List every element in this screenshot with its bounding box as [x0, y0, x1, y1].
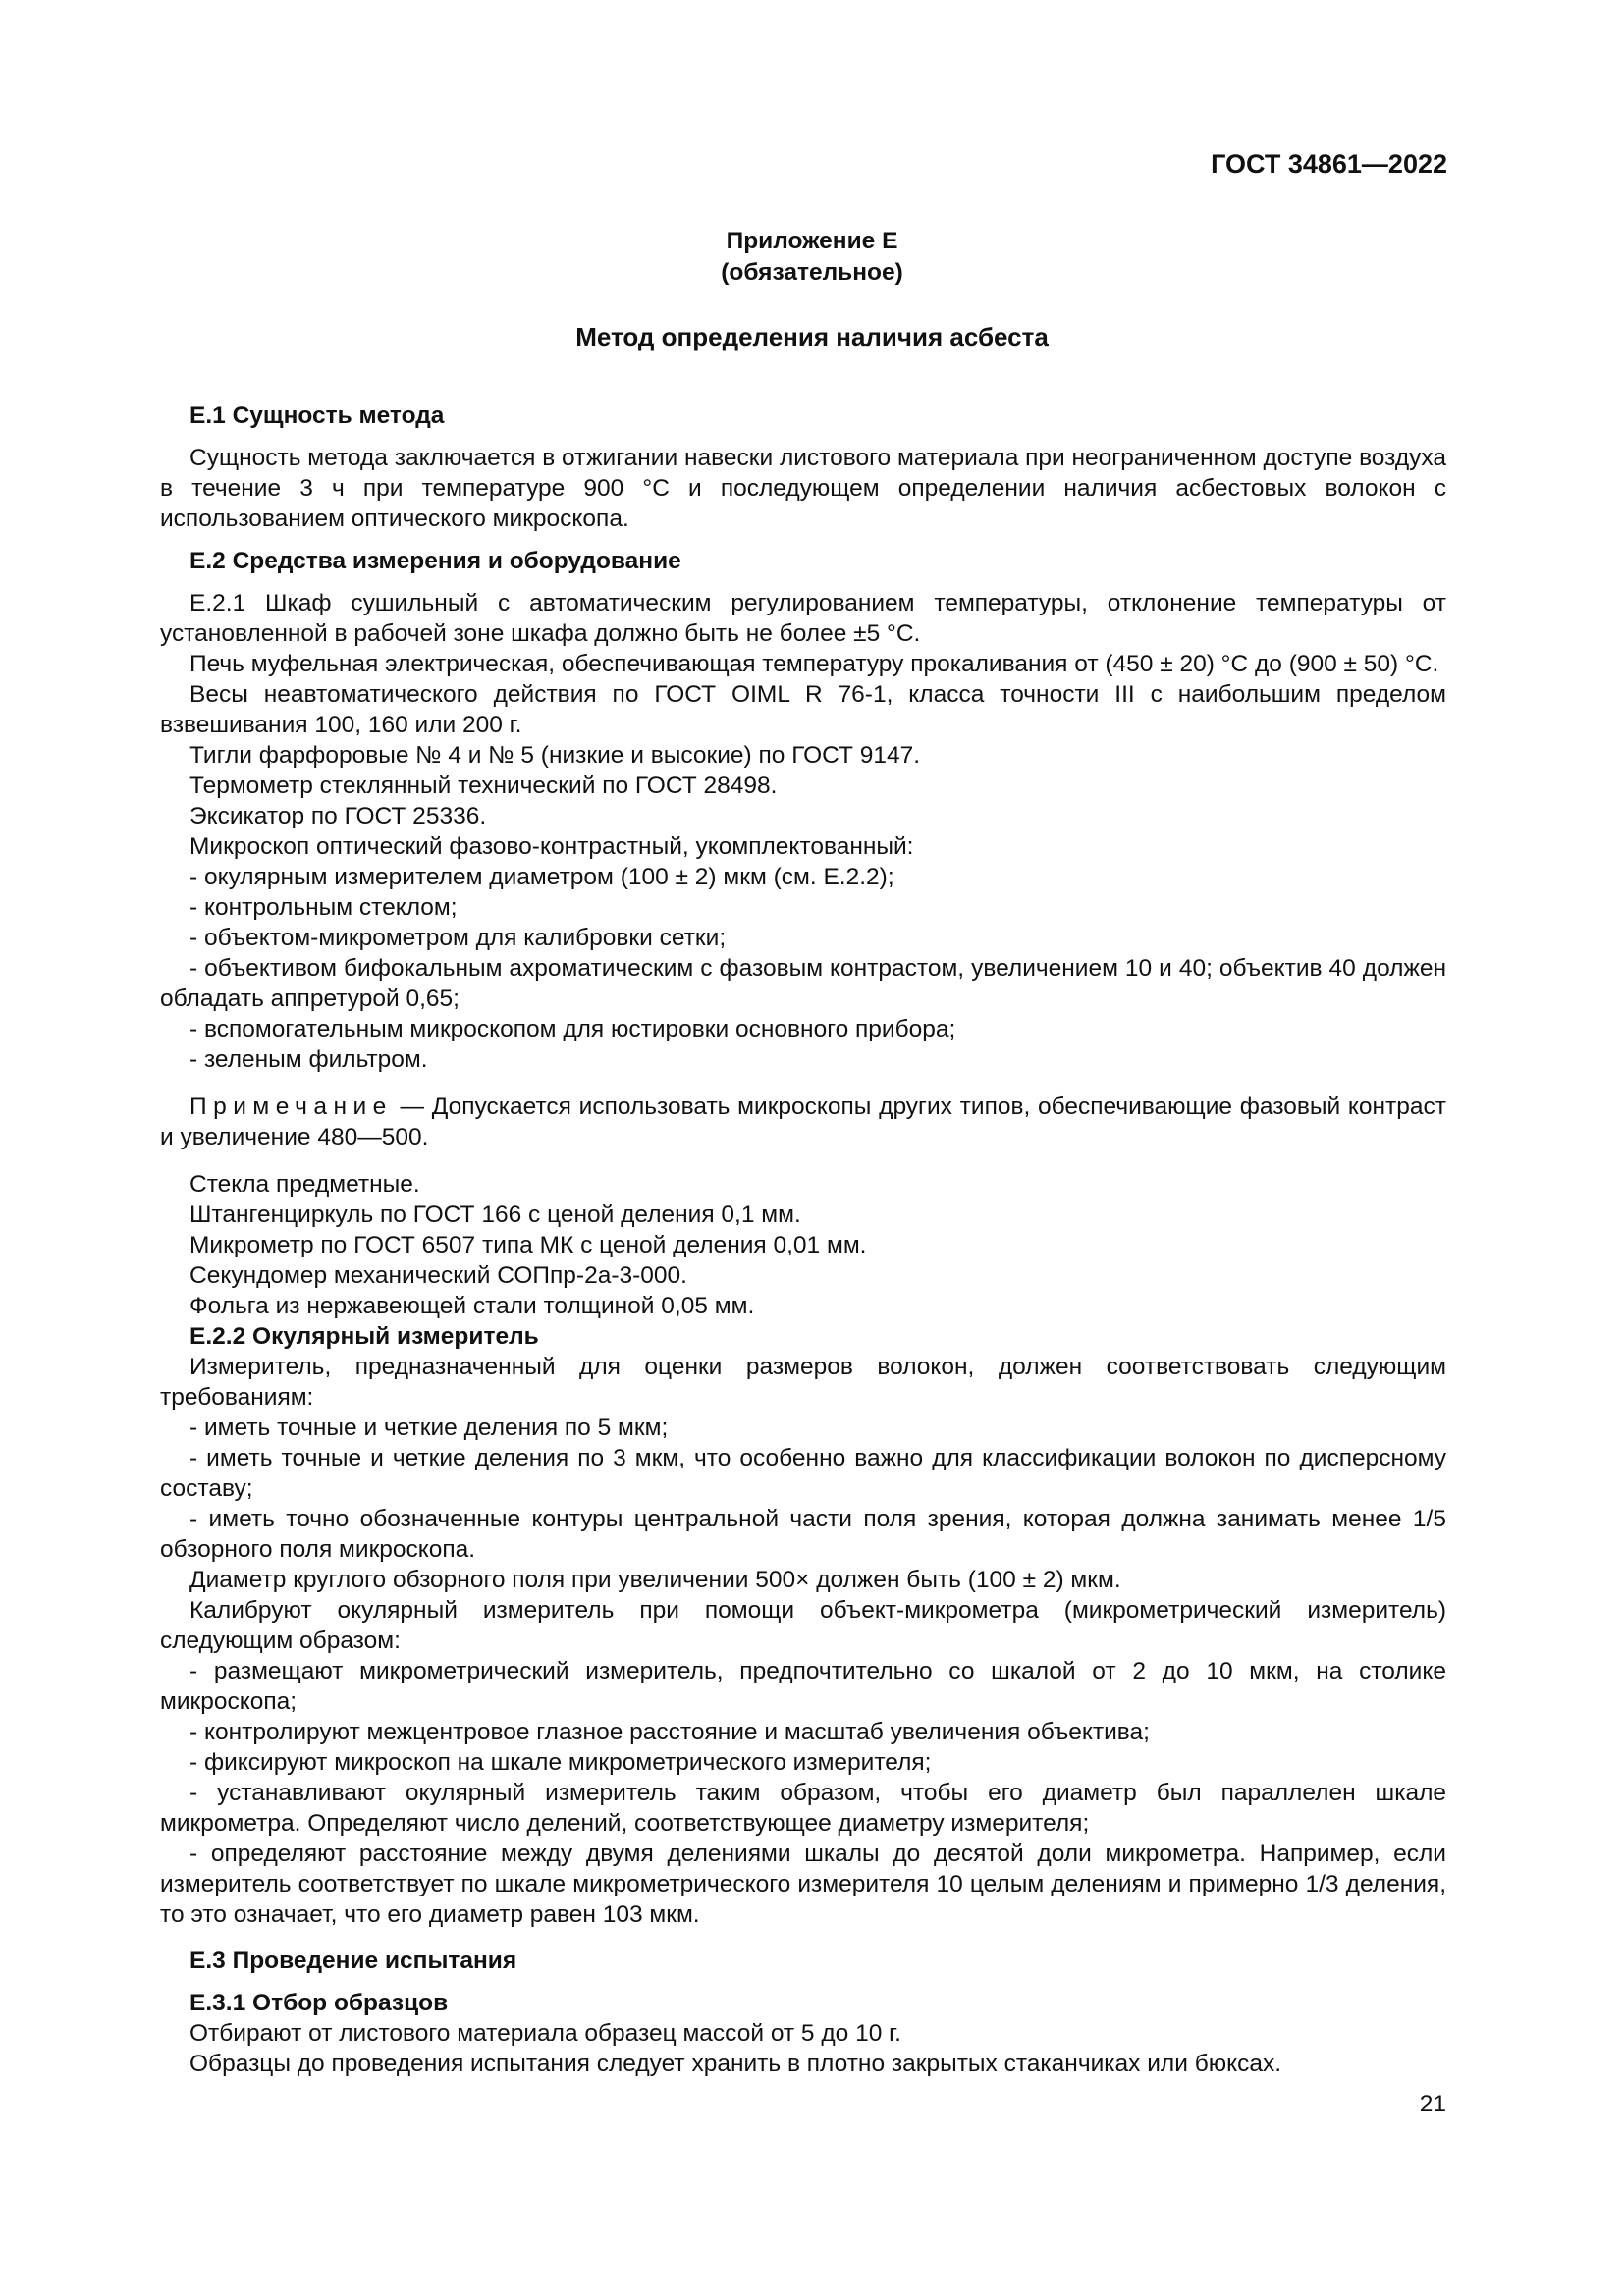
- section-heading-e1: Е.1 Сущность метода: [189, 402, 445, 429]
- list-item: - вспомогательным микроскопом для юстировки основного прибора;: [189, 1016, 956, 1042]
- paragraph: Эксикатор по ГОСТ 25336.: [189, 803, 487, 829]
- list-item: - контрольным стеклом;: [189, 894, 458, 921]
- note-text: — Допускается использовать микроскопы других типов, обеспечивающие фазовый контраст и увеличение 480—500.: [160, 1094, 1446, 1150]
- list-item: - объективом бифокальным ахроматическим с фазовым контрастом, увеличением 10 и 40; объектив 40 должен обладать аппретурой 0,65;: [160, 955, 1446, 1012]
- paragraph: Сущность метода заключается в отжигании навески листового материала при неограниченном доступе воздуха в течение 3 ч при температуре 900 °С и последующем определении наличия асбестовых волокон с использованием оптического микроскопа.: [160, 445, 1446, 532]
- appendix-heading: [0, 226, 1624, 289]
- paragraph: Е.2.1 Шкаф сушильный с автоматическим регулированием температуры, отклонение температуры от установленной в рабочей зоне шкафа должно быть не более ±5 °С.: [160, 590, 1446, 647]
- appendix-status: (обязательное): [721, 259, 903, 286]
- list-item: - устанавливают окулярный измеритель таким образом, чтобы его диаметр был параллелен шкале микрометра. Определяют число делений, соответствующее диаметру измерителя;: [160, 1780, 1446, 1837]
- standard-code: ГОСТ 34861—2022: [1211, 149, 1447, 179]
- list-item: - объектом-микрометром для калибровки сетки;: [189, 925, 727, 951]
- paragraph: Калибруют окулярный измеритель при помощи объект-микрометра (микрометрический измеритель) следующим образом:: [160, 1597, 1446, 1654]
- list-item: - фиксируют микроскоп на шкале микрометрического измерителя;: [189, 1749, 932, 1776]
- section-heading-e22: Е.2.2 Окулярный измеритель: [189, 1323, 539, 1350]
- paragraph: Стекла предметные.: [189, 1171, 420, 1198]
- list-item: - иметь точные и четкие деления по 5 мкм;: [189, 1415, 669, 1441]
- list-item: - иметь точные и четкие деления по 3 мкм, что особенно важно для классификации волокон по дисперсному составу;: [160, 1445, 1446, 1502]
- paragraph: Весы неавтоматического действия по ГОСТ OIML R 76-1, класса точности III с наибольшим пределом взвешивания 100, 160 или 200 г.: [160, 681, 1446, 738]
- paragraph: Тигли фарфоровые № 4 и № 5 (низкие и высокие) по ГОСТ 9147.: [189, 742, 921, 769]
- note: [160, 1092, 1446, 1152]
- paragraph: Измеритель, предназначенный для оценки размеров волокон, должен соответствовать следующим требованиям:: [160, 1354, 1446, 1411]
- section-heading-e3: Е.3 Проведение испытания: [189, 1948, 517, 1974]
- paragraph: Штангенциркуль по ГОСТ 166 с ценой деления 0,1 мм.: [189, 1201, 801, 1228]
- list-item: - определяют расстояние между двумя делениями шкалы до десятой доли микрометра. Например, если измеритель соответствует по шкале микрометрического измерителя 10 целым делениям и примерно 1/3 деления, то это означает, что его диаметр равен 103 мкм.: [160, 1841, 1446, 1928]
- list-item: - зеленым фильтром.: [189, 1046, 428, 1073]
- document-body: [160, 400, 1446, 2079]
- paragraph: Секундомер механический СОПпр-2а-3-000.: [189, 1262, 687, 1289]
- paragraph: Микрометр по ГОСТ 6507 типа МК с ценой деления 0,01 мм.: [189, 1232, 867, 1258]
- list-item: - окулярным измерителем диаметром (100 ± 2) мкм (см. Е.2.2);: [189, 864, 894, 890]
- paragraph: Печь муфельная электрическая, обеспечивающая температуру прокаливания от (450 ± 20) °С до (900 ± 50) °С.: [189, 651, 1439, 677]
- paragraph: Отбирают от листового материала образец массой от 5 до 10 г.: [189, 2020, 901, 2047]
- paragraph: Фольга из нержавеющей стали толщиной 0,05 мм.: [189, 1293, 755, 1319]
- section-heading-e31: Е.3.1 Отбор образцов: [189, 1990, 449, 2016]
- paragraph: Термометр стеклянный технический по ГОСТ 28498.: [189, 773, 778, 799]
- list-item: - иметь точно обозначенные контуры центральной части поля зрения, которая должна занимать менее 1/5 обзорного поля микроскопа.: [160, 1506, 1446, 1563]
- list-item: - контролируют межцентровое глазное расстояние и масштаб увеличения объектива;: [189, 1719, 1150, 1745]
- paragraph: Образцы до проведения испытания следует хранить в плотно закрытых стаканчиках или бюксах.: [189, 2051, 1282, 2077]
- appendix-title: Метод определения наличия асбеста: [575, 322, 1049, 351]
- list-item: - размещают микрометрический измеритель, предпочтительно со шкалой от 2 до 10 мкм, на столике микроскопа;: [160, 1658, 1446, 1715]
- appendix-label: Приложение Е: [726, 228, 898, 254]
- page-number: 21: [1419, 2091, 1446, 2117]
- paragraph: Микроскоп оптический фазово-контрастный, укомплектованный:: [189, 833, 914, 860]
- note-label: Примечание: [189, 1094, 393, 1120]
- section-heading-e2: Е.2 Средства измерения и оборудование: [189, 548, 681, 574]
- paragraph: Диаметр круглого обзорного поля при увеличении 500× должен быть (100 ± 2) мкм.: [189, 1567, 1121, 1593]
